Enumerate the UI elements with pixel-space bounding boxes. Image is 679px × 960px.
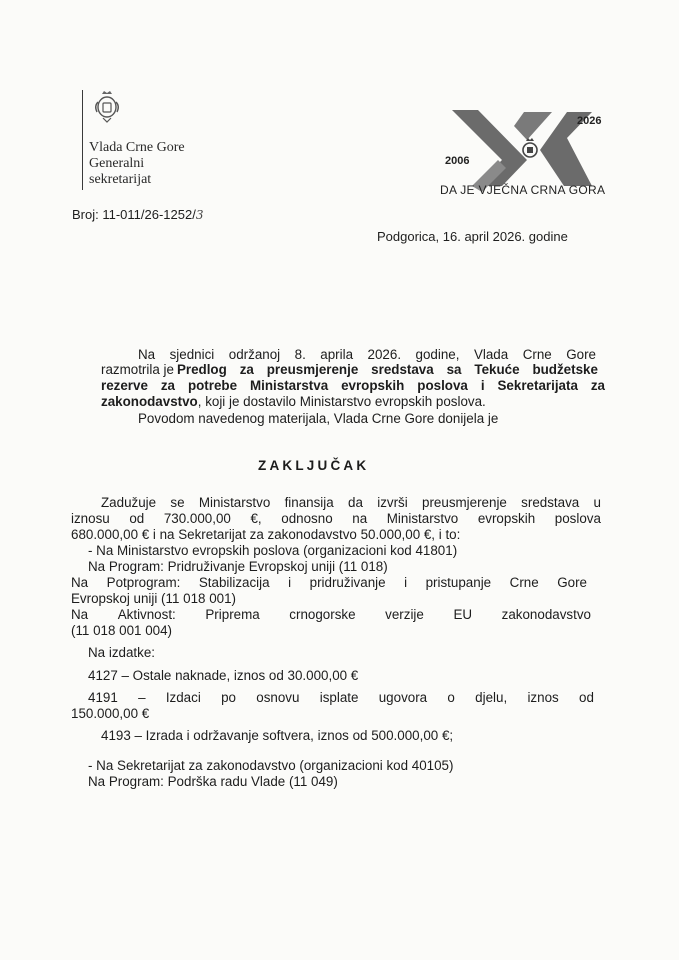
word: na (352, 511, 368, 526)
word: u (593, 495, 601, 510)
word: sredstava (521, 495, 580, 510)
word: Ministarstvo (198, 495, 271, 510)
conclusion-line-12 (88, 690, 594, 705)
word: pridruživanje (309, 575, 386, 590)
word: rezerve (101, 378, 148, 393)
intro-paragraph-2: Povodom navedenog materijala, Vlada Crne Gore donijela je (138, 411, 499, 426)
intro-line-1 (138, 347, 596, 362)
word: Potprogram: (106, 575, 181, 590)
word: i (404, 575, 408, 590)
word: evropskih (341, 378, 405, 393)
word: izvrši (377, 495, 408, 510)
word: Izdaci (165, 690, 201, 705)
proposal-title-part-1 (177, 362, 598, 377)
justified-line (138, 347, 596, 362)
conclusion-line-15: - Na Sekretarijat za zakonodavstvo (organizacioni kod 40105) (88, 758, 454, 773)
word: 2026. (367, 347, 402, 362)
word: za (239, 362, 254, 377)
word: Na (138, 347, 156, 362)
word: održanoj (228, 347, 281, 362)
word: iznosu (71, 511, 110, 526)
word: osnovu (256, 690, 300, 705)
coat-of-arms-icon (92, 90, 122, 124)
word: sa (446, 362, 462, 377)
word: iznos (527, 690, 559, 705)
word: Gore (557, 575, 587, 590)
word: da (348, 495, 363, 510)
word: aprila (320, 347, 354, 362)
word: Aktivnost: (117, 607, 176, 622)
conclusion-line-11: 4127 – Ostale naknade, iznos od 30.000,00 € (88, 668, 359, 683)
conclusion-line-16: Na Program: Podrška radu Vlade (11 049) (88, 774, 338, 789)
conclusion-line-1 (101, 495, 601, 510)
word: 8. (294, 347, 306, 362)
org-line-1: Vlada Crne Gore (89, 140, 185, 155)
anniversary-year-end: 2026 (577, 115, 602, 127)
proposal-title-part-2 (101, 378, 605, 393)
word: evropskih (477, 511, 536, 526)
intro-line-3 (101, 378, 605, 393)
word: od (129, 511, 145, 526)
word: ugovora (378, 690, 428, 705)
word: za (160, 378, 176, 393)
word: potrebe (187, 378, 238, 393)
conclusion-line-5: Na Program: Pridruživanje Evropskoj uniji (11 018) (88, 559, 388, 574)
word: EU (453, 607, 473, 622)
word: se (170, 495, 185, 510)
word: Tekuće (474, 362, 520, 377)
word: Sekretarijata (497, 378, 578, 393)
word: Vlada (473, 347, 509, 362)
word: crnogorske (289, 607, 356, 622)
anniversary-year-start: 2006 (445, 155, 470, 167)
conclusion-line-4: - Na Ministarstvo evropskih poslova (organizacioni kod 41801) (88, 543, 458, 558)
header-divider (82, 90, 83, 190)
word: Gore (566, 347, 596, 362)
word: sredstava (371, 362, 434, 377)
conclusion-line-7: Evropskoj uniji (11 018 001) (71, 591, 236, 606)
intro-plain-text: razmotrila je (101, 362, 174, 377)
word: preusmjerenje (266, 362, 359, 377)
word: Ministarstva (250, 378, 329, 393)
word: €, (250, 511, 262, 526)
word: Crne (522, 347, 552, 362)
conclusion-line-8 (71, 607, 591, 622)
word: verzije (385, 607, 424, 622)
conclusion-title: ZAKLJUČAK (258, 458, 370, 473)
word: Na (71, 607, 89, 622)
conclusion-line-3: 680.000,00 € i na Sekretarijat za zakonodavstvo 50.000,00 €, i to: (71, 527, 461, 542)
conclusion-line-13: 150.000,00 € (71, 706, 150, 721)
anniversary-motto: DA JE VJEČNA CRNA GORA (440, 183, 606, 197)
word: 730.000,00 (163, 511, 231, 526)
word: Stabilizacija (198, 575, 270, 590)
reference-number (72, 207, 203, 222)
reference-handwritten-suffix: 3 (195, 208, 204, 222)
word: isplate (319, 690, 359, 705)
word: djelu, (475, 690, 508, 705)
word: – (138, 690, 146, 705)
word: Predlog (176, 362, 227, 377)
government-organization (89, 140, 185, 188)
word: o (447, 690, 455, 705)
conclusion-line-6 (71, 575, 587, 590)
word: Priprema (205, 607, 260, 622)
org-line-2: Generalni (89, 156, 145, 171)
word: preusmjerenje (422, 495, 507, 510)
word: zakonodavstvo (501, 607, 591, 622)
word: Na (71, 575, 89, 590)
conclusion-line-14: 4193 – Izrada i održavanje softvera, iznos od 500.000,00 €; (101, 728, 454, 743)
word: sjednici (169, 347, 215, 362)
conclusion-line-2 (71, 511, 601, 526)
word: finansija (284, 495, 334, 510)
intro-submitter: , koji je dostavilo Ministarstvo evropskih poslova. (197, 394, 486, 409)
place-and-date: Podgorica, 16. april 2026. godine (377, 229, 568, 244)
word: poslova (554, 511, 601, 526)
word: budžetske (532, 362, 598, 377)
word: odnosno (281, 511, 333, 526)
word: i (480, 378, 485, 393)
word: godine, (415, 347, 460, 362)
word: za (590, 378, 605, 393)
word: pristupanje (425, 575, 492, 590)
word: Crne (509, 575, 539, 590)
word: i (288, 575, 292, 590)
word: poslova (417, 378, 468, 393)
word: 4191 (88, 690, 118, 705)
intro-line-4 (101, 394, 486, 409)
word: Zadužuje (101, 495, 157, 510)
conclusion-line-10: Na izdatke: (88, 645, 155, 660)
word: od (579, 690, 594, 705)
reference-number-text: Broj: 11-011/26-1252/ (72, 207, 196, 222)
intro-line-2 (101, 362, 598, 377)
org-line-3: sekretarijat (89, 172, 152, 187)
proposal-title-part-3: zakonodavstvo (101, 394, 198, 409)
conclusion-line-9: (11 018 001 004) (71, 623, 173, 638)
word: po (221, 690, 236, 705)
word: Ministarstvo (386, 511, 459, 526)
